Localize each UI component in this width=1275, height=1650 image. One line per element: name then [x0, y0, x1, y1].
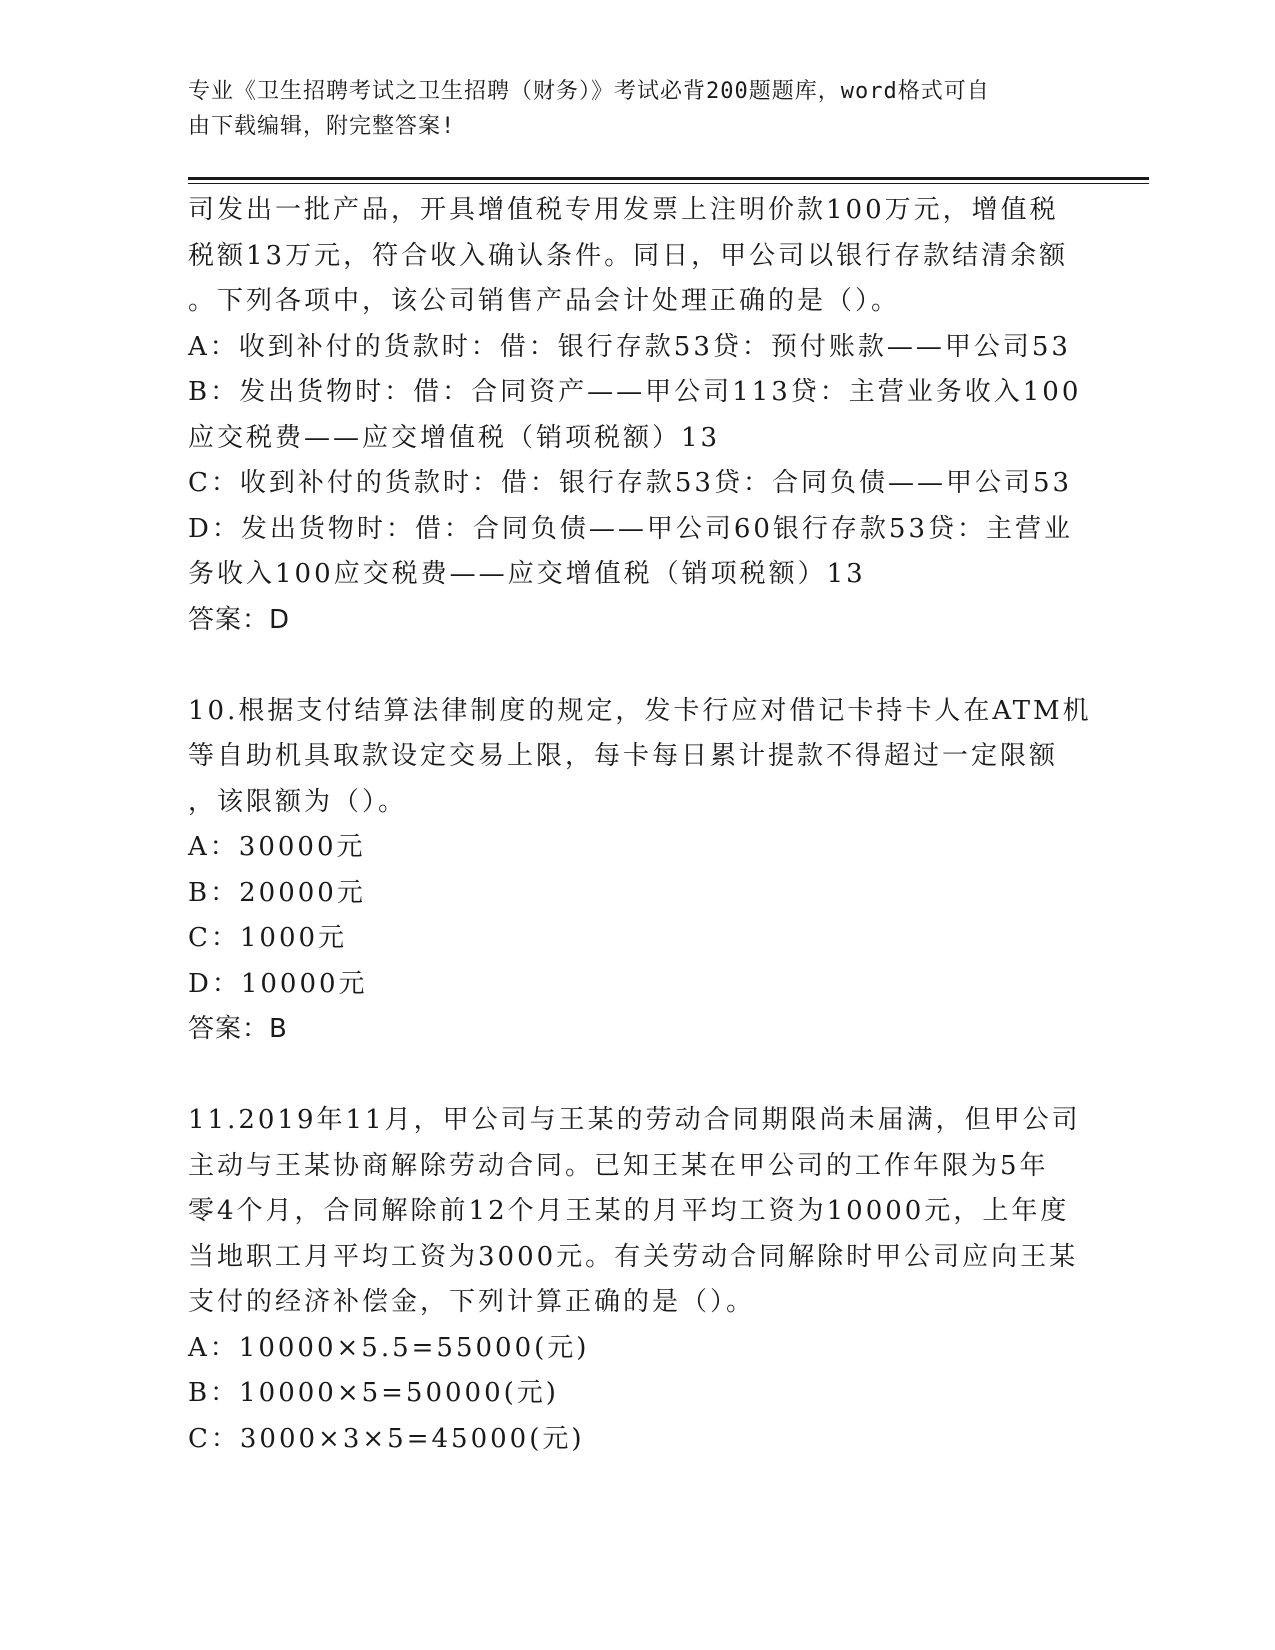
- question-9-block: [188, 188, 1082, 643]
- question-10-block: [188, 689, 1092, 1053]
- header-line: 由下载编辑，附完整答案!: [188, 114, 456, 139]
- question-stem-line: 支付的经济补偿金，下列计算正确的是（）。: [188, 1287, 756, 1317]
- question-stem-line: 等自助机具取款设定交易上限，每卡每日累计提款不得超过一定限额: [188, 741, 1059, 771]
- option-d: D：发出货物时：借：合同负债——甲公司60银行存款53贷：主营业: [188, 513, 1074, 544]
- header-divider-thin: [188, 183, 1149, 184]
- option-b: B：20000元: [188, 877, 366, 908]
- question-stem-line: 11.2019年11月，甲公司与王某的劳动合同期限尚未届满，但甲公司: [188, 1105, 1081, 1135]
- option-a: A：30000元: [188, 832, 366, 862]
- option-d-continued: 务收入100应交税费——应交增值税（销项税额）13: [188, 559, 866, 589]
- answer-label: 答案：B: [188, 1014, 288, 1044]
- question-stem-line: 当地职工月平均工资为3000元。有关劳动合同解除时甲公司应向王某: [188, 1241, 1079, 1272]
- document-header: [188, 74, 1068, 144]
- question-11-block: [188, 1098, 1081, 1462]
- question-stem-line: 零4个月，合同解除前12个月王某的月平均工资为10000元，上年度: [188, 1196, 1070, 1226]
- option-c: C：收到补付的货款时：借：银行存款53贷：合同负债——甲公司53: [188, 468, 1073, 498]
- option-a: A：10000×5.5=55000(元): [188, 1332, 590, 1363]
- question-spacer: [188, 1053, 1078, 1099]
- question-stem-line: 司发出一批产品，开具增值税专用发票上注明价款100万元，增值税: [188, 195, 1059, 225]
- question-stem-line: 税额13万元，符合收入确认条件。同日，甲公司以银行存款结清余额: [188, 240, 1069, 271]
- answer-label: 答案：D: [188, 604, 291, 635]
- question-stem-line: 主动与王某协商解除劳动合同。已知王某在甲公司的工作年限为5年: [188, 1150, 1049, 1181]
- document-body: [188, 188, 1092, 1462]
- option-c: C：3000×3×5=45000(元): [188, 1423, 585, 1454]
- question-stem-line: 。下列各项中，该公司销售产品会计处理正确的是（）。: [188, 286, 901, 316]
- option-b: B：发出货物时：借：合同资产——甲公司113贷：主营业务收入100: [188, 377, 1082, 407]
- option-c: C：1000元: [188, 923, 348, 953]
- header-line: 专业《卫生招聘考试之卫生招聘（财务）》考试必背200题题库，word格式可自: [188, 79, 990, 104]
- question-stem-line: 10.根据支付结算法律制度的规定，发卡行应对借记卡持卡人在ATM机: [188, 695, 1092, 726]
- option-b: B：10000×5=50000(元): [188, 1378, 559, 1408]
- option-a: A：收到补付的货款时：借：银行存款53贷：预付账款——甲公司53: [188, 331, 1071, 362]
- header-divider-thick: [188, 177, 1149, 180]
- option-d: D：10000元: [188, 968, 368, 999]
- question-spacer: [188, 643, 1078, 689]
- question-stem-line: ，该限额为（）。: [188, 786, 408, 817]
- option-b-continued: 应交税费——应交增值税（销项税额）13: [188, 422, 721, 453]
